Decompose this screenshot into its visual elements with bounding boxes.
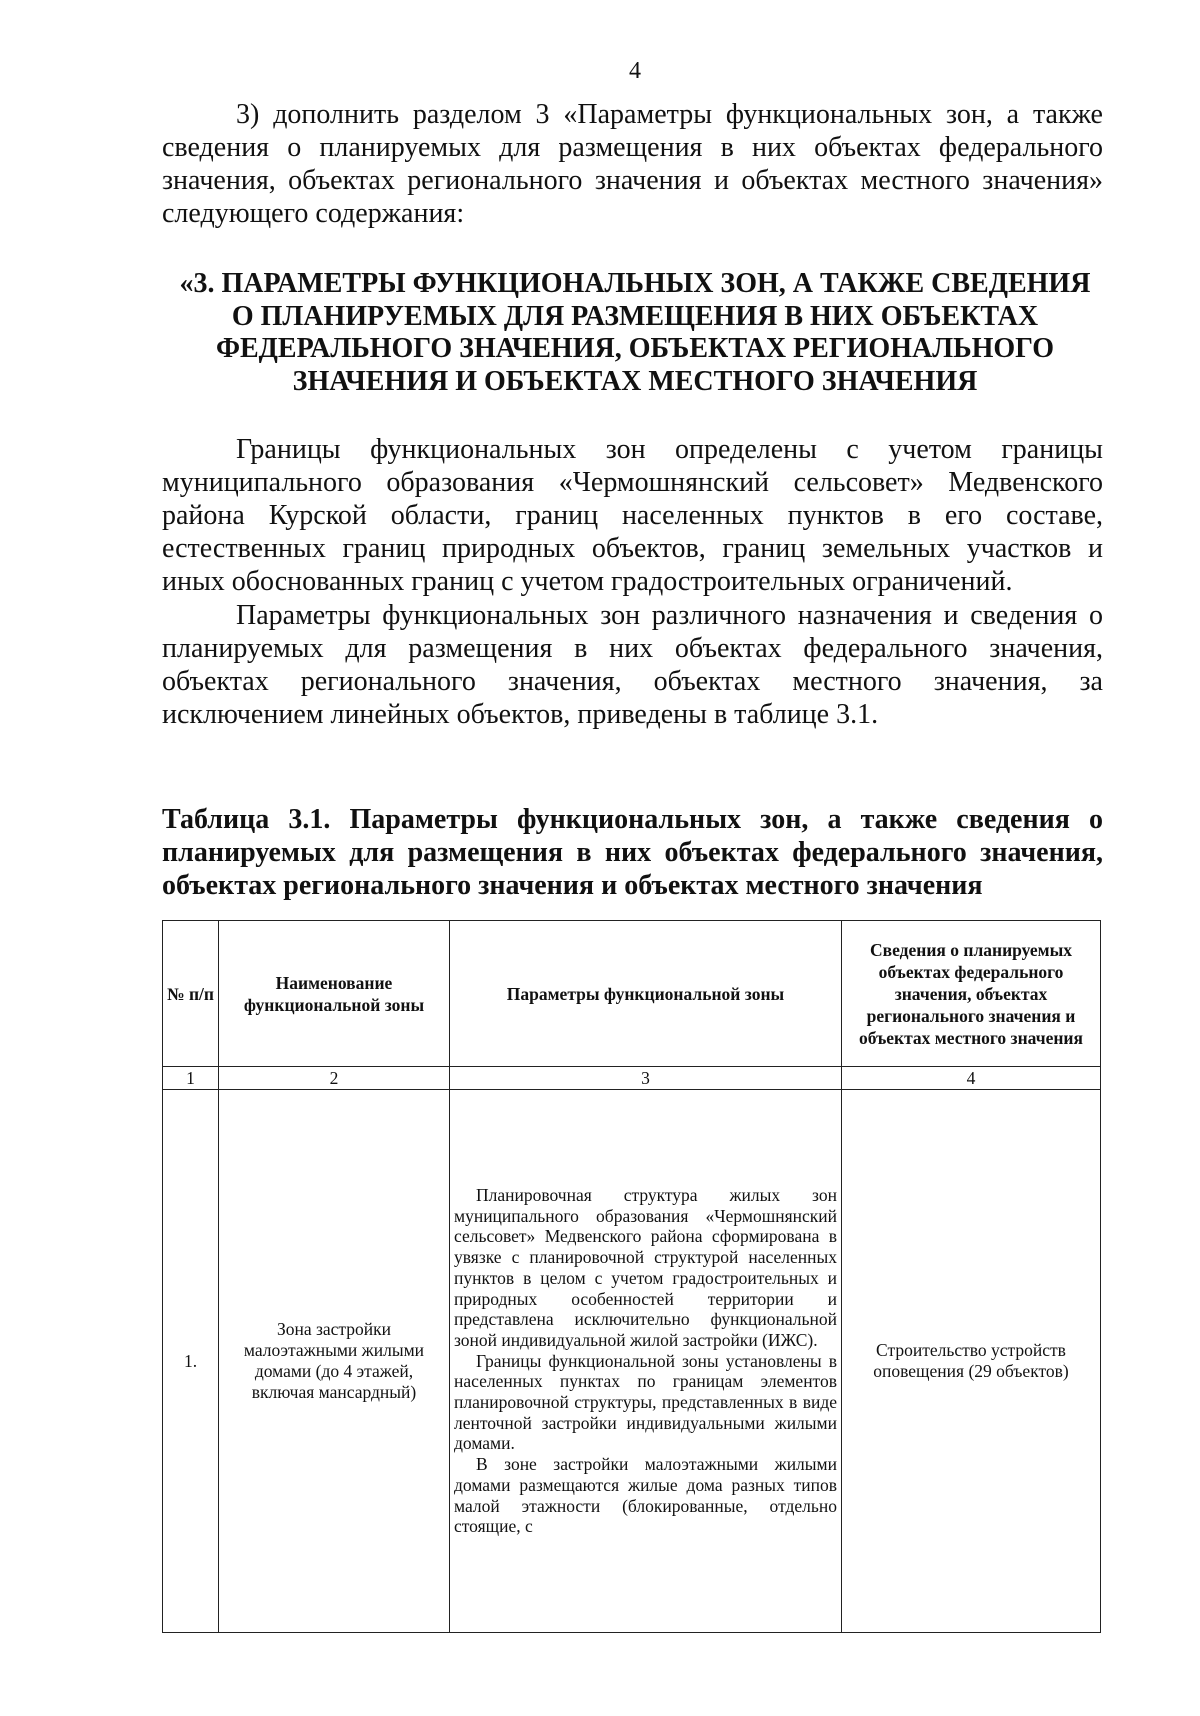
column-number: 3 xyxy=(450,1067,842,1090)
row-num: 1. xyxy=(163,1090,219,1633)
intro-paragraph: 3) дополнить разделом 3 «Параметры функциональных зон, а также сведения о планируемых для размещения в них объектах федерального значения, объектах регионального значения и объектах местного значения» следующего содержания: xyxy=(162,99,1103,229)
header-num: № п/п xyxy=(163,921,219,1067)
column-number: 4 xyxy=(842,1067,1101,1090)
zone-name: Зона застройки малоэтажными жилыми домами (до 4 этажей, включая мансардный) xyxy=(219,1090,450,1633)
column-number-row xyxy=(163,1067,1101,1090)
body-paragraph-2: Параметры функциональных зон различного назначения и сведения о планируемых для размещения в них объектах федерального значения, объектах регионального значения, объектах местного значения, за исключением линейных объектов, приведены в таблице 3.1. xyxy=(162,600,1103,730)
body-paragraph-1: Границы функциональных зон определены с учетом границы муниципального образования «Чермошнянский сельсовет» Медвенского района Курской области, границ населенных пунктов в его составе, естественных границ природных объектов, границ земельных участков и иных обоснованных границ с учетом градостроительных ограничений. xyxy=(162,434,1103,597)
zone-params-paragraph: В зоне застройки малоэтажными жилыми домами размещаются жилые дома разных типов малой этажности (блокированные, отдельно стоящие, с xyxy=(454,1454,837,1537)
section-heading: «3. ПАРАМЕТРЫ ФУНКЦИОНАЛЬНЫХ ЗОН, А ТАКЖЕ СВЕДЕНИЯ О ПЛАНИРУЕМЫХ ДЛЯ РАЗМЕЩЕНИЯ В НИХ ОБЪЕКТАХ ФЕДЕРАЛЬНОГО ЗНАЧЕНИЯ, ОБЪЕКТАХ РЕГИОНАЛЬНОГО ЗНАЧЕНИЯ И ОБЪЕКТАХ МЕСТНОГО ЗНАЧЕНИЯ xyxy=(179,268,1091,397)
zone-params-paragraph: Планировочная структура жилых зон муниципального образования «Чермошнянский сельсовет» Медвенского района сформирована в увязке с планировочной структурой населенных пунктов в целом с учетом градостроительных и природных особенностей территории и представлена исключительно функциональной зоной индивидуальной жилой застройки (ИЖС). xyxy=(454,1185,837,1350)
functional-zones-table xyxy=(162,920,1101,1633)
column-number: 1 xyxy=(163,1067,219,1090)
table-caption: Таблица 3.1. Параметры функциональных зон, а также сведения о планируемых для размещения в них объектах федерального значения, объектах регионального значения и объектах местного значения xyxy=(162,804,1103,901)
page-number: 4 xyxy=(629,58,641,84)
planned-objects: Строительство устройств оповещения (29 объектов) xyxy=(842,1090,1101,1633)
column-number: 2 xyxy=(219,1067,450,1090)
header-objects: Сведения о планируемых объектах федерального значения, объектах регионального значения и объектах местного значения xyxy=(842,921,1101,1067)
table-row xyxy=(163,1090,1101,1633)
table-header-row xyxy=(163,921,1101,1067)
zone-params xyxy=(450,1090,842,1633)
header-name: Наименование функциональной зоны xyxy=(219,921,450,1067)
header-params: Параметры функциональной зоны xyxy=(450,921,842,1067)
zone-params-paragraph: Границы функциональной зоны установлены в населенных пунктах по границам элементов планировочной структуры, представленных в виде ленточной застройки индивидуальными жилыми домами. xyxy=(454,1350,837,1454)
